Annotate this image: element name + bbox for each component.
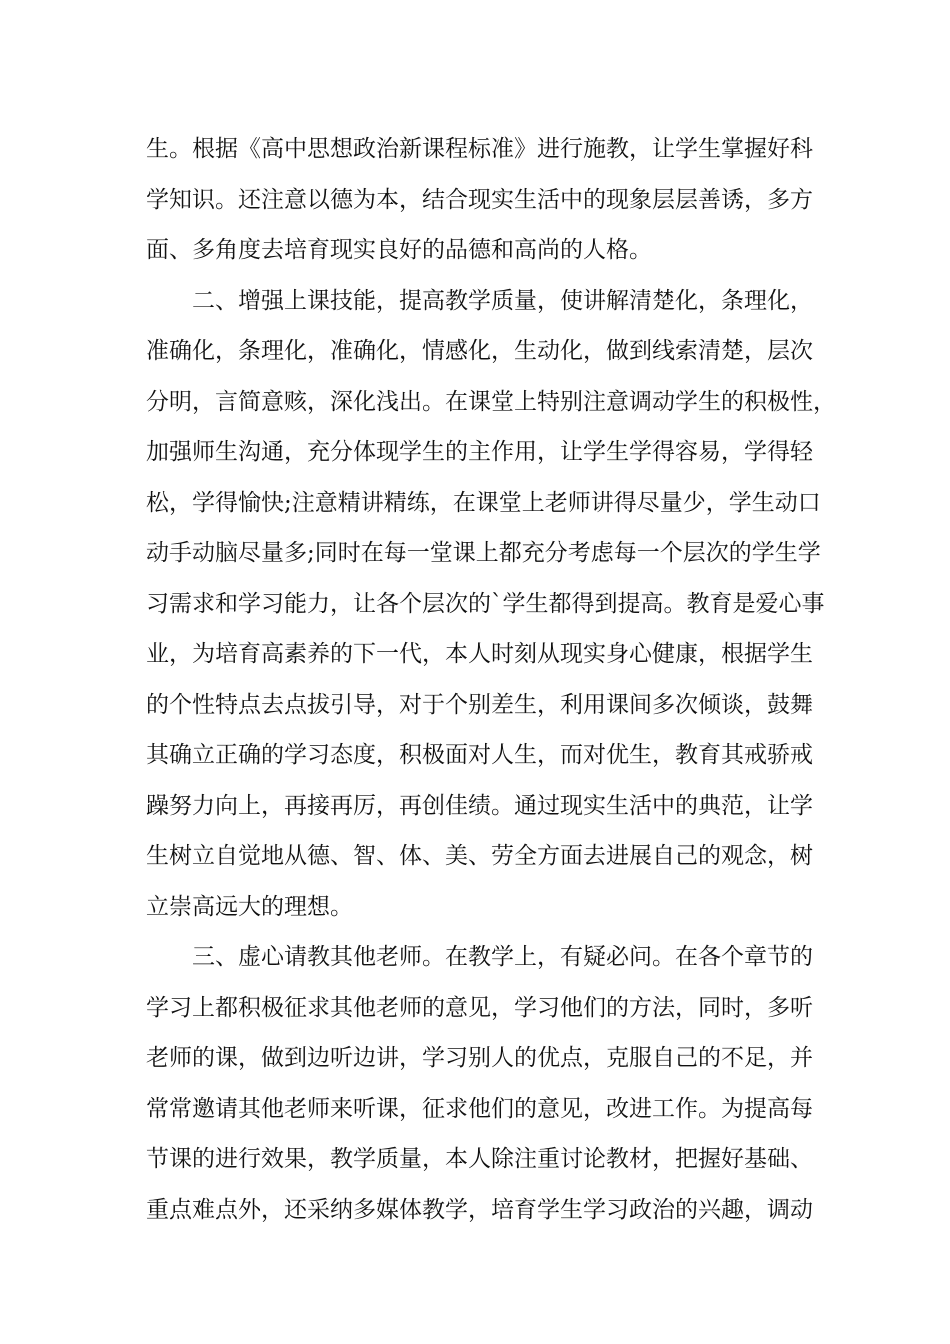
text-line: 学知识。还注意以德为本，结合现实生活中的现象层层善诱，多方 (146, 186, 813, 213)
text-line: 习需求和学习能力，让各个层次的`学生都得到提高。教育是爱心事 (146, 590, 825, 617)
text-line: 节课的进行效果，教学质量，本人除注重讨论教材，把握好基础、 (146, 1146, 813, 1172)
text-line: 老师的课，做到边听边讲，学习别人的优点，克服自己的不足，并 (146, 1045, 813, 1071)
text-line: 其确立正确的学习态度，积极面对人生，而对优生，教育其戒骄戒 (146, 742, 813, 768)
text-line: 学习上都积极征求其他老师的意见，学习他们的方法，同时，多听 (146, 994, 813, 1021)
body-text (146, 124, 836, 1235)
paragraph-first-line: 三、虚心请教其他老师。在教学上，有疑必问。在各个章节的 (192, 944, 813, 970)
text-line: 准确化，条理化，准确化，情感化，生动化，做到线索清楚，层次 (146, 338, 813, 364)
text-line: 生。根据《高中思想政治新课程标准》进行施教，让学生掌握好科 (146, 136, 813, 162)
text-line: 生树立自觉地从德、智、体、美、劳全方面去进展自己的观念，树 (146, 843, 813, 869)
text-line: 躁努力向上，再接再厉，再创佳绩。通过现实生活中的典范，让学 (146, 792, 813, 819)
text-line: 松，学得愉快;注意精讲精练，在课堂上老师讲得尽量少，学生动口 (146, 489, 821, 516)
text-line: 立崇高远大的理想。 (146, 893, 353, 920)
text-line: 面、多角度去培育现实良好的品德和高尚的人格。 (146, 237, 652, 263)
text-line: 动手动脑尽量多;同时在每一堂课上都充分考虑每一个层次的学生学 (146, 540, 821, 566)
text-line: 重点难点外，还采纳多媒体教学，培育学生学习政治的兴趣，调动 (146, 1196, 813, 1223)
text-line: 常常邀请其他老师来听课，征求他们的意见，改进工作。为提高每 (146, 1095, 813, 1122)
text-line: 业，为培育高素养的下一代，本人时刻从现实身心健康，根据学生 (146, 641, 813, 667)
text-line: 加强师生沟通，充分体现学生的主作用，让学生学得容易，学得轻 (146, 439, 813, 465)
text-line: 的个性特点去点拔引导，对于个别差生，利用课间多次倾谈，鼓舞 (146, 691, 813, 718)
paragraph-first-line: 二、增强上课技能，提高教学质量，使讲解清楚化，条理化， (192, 287, 813, 314)
text-line: 分明，言简意赅，深化浅出。在课堂上特别注意调动学生的积极性， (146, 388, 836, 415)
